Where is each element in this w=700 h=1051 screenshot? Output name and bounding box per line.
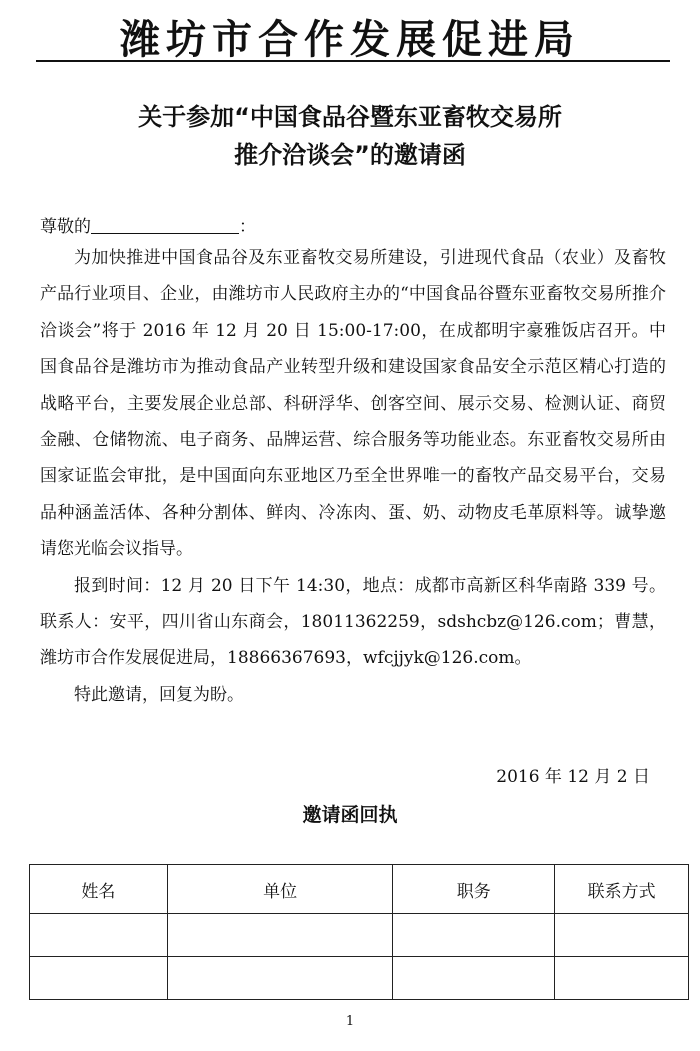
title-line-1: 关于参加“中国食品谷暨东亚畜牧交易所 [138, 103, 562, 131]
salutation-suffix: ： [239, 217, 256, 237]
header-unit: 单位 [167, 865, 393, 914]
receipt-cell [30, 957, 168, 1000]
title-line-2: 推介洽谈会”的邀请函 [234, 141, 466, 169]
receipt-cell [30, 914, 168, 957]
receipt-table [29, 864, 689, 1000]
letter-body [40, 240, 666, 713]
paragraph-closing: 特此邀请，回复为盼。 [74, 684, 244, 705]
header-contact: 联系方式 [555, 865, 689, 914]
receipt-cell [393, 914, 555, 957]
page-number: 1 [345, 1014, 355, 1029]
receipt-row [30, 957, 689, 1000]
letterhead: 潍坊市合作发展促进局 [120, 17, 580, 63]
header-name: 姓名 [30, 865, 168, 914]
receipt-row [30, 914, 689, 957]
receipt-title: 邀请函回执 [302, 804, 398, 826]
paragraph-invitation: 为加快推进中国食品谷及东亚畜牧交易所建设，引进现代食品（农业）及畜牧产品行业项目、企业，由潍坊市人民政府主办的“中国食品谷暨东亚畜牧交易所推介洽谈会”将于 2016 年 12 月 20 日 15:00-17:00，在成都明宇豪雅饭店召开。中国食品谷是潍坊市为推动食品产业转型升级和建设国家食品安全示范区精心打造的战略平台，主要发展企业总部、科研浮华、创客空间、展示交易、检测认证、商贸金融、仓储物流、电子商务、品牌运营、综合服务等功能业态。东亚畜牧交易所由国家证监会审批，是中国面向东亚地区乃至全世界唯一的畜牧产品交易平台，交易品种涵盖活体、各种分割体、鲜肉、冷冻肉、蛋、奶、动物皮毛革原料等。诚挚邀请您光临会议指导。 [40, 248, 666, 560]
salutation [40, 212, 256, 237]
receipt-cell [167, 957, 393, 1000]
paragraph-registration: 报到时间：12 月 20 日下午 14:30，地点：成都市高新区科华南路 339 号。联系人：安平，四川省山东商会，18011362259，sdshcbz@126.com；曹慧，潍坊市合作发展促进局，18866367693，wfcjjyk@126.com。 [40, 575, 666, 669]
document-title [0, 98, 700, 174]
receipt-cell [555, 914, 689, 957]
receipt-cell [555, 957, 689, 1000]
header-position: 职务 [393, 865, 555, 914]
receipt-cell [167, 914, 393, 957]
letterhead-rule [36, 60, 670, 62]
receipt-header-row [30, 865, 689, 914]
receipt-cell [393, 957, 555, 1000]
salutation-prefix: 尊敬的 [40, 217, 91, 237]
recipient-blank [91, 217, 239, 234]
letter-date: 2016 年 12 月 2 日 [496, 767, 650, 787]
